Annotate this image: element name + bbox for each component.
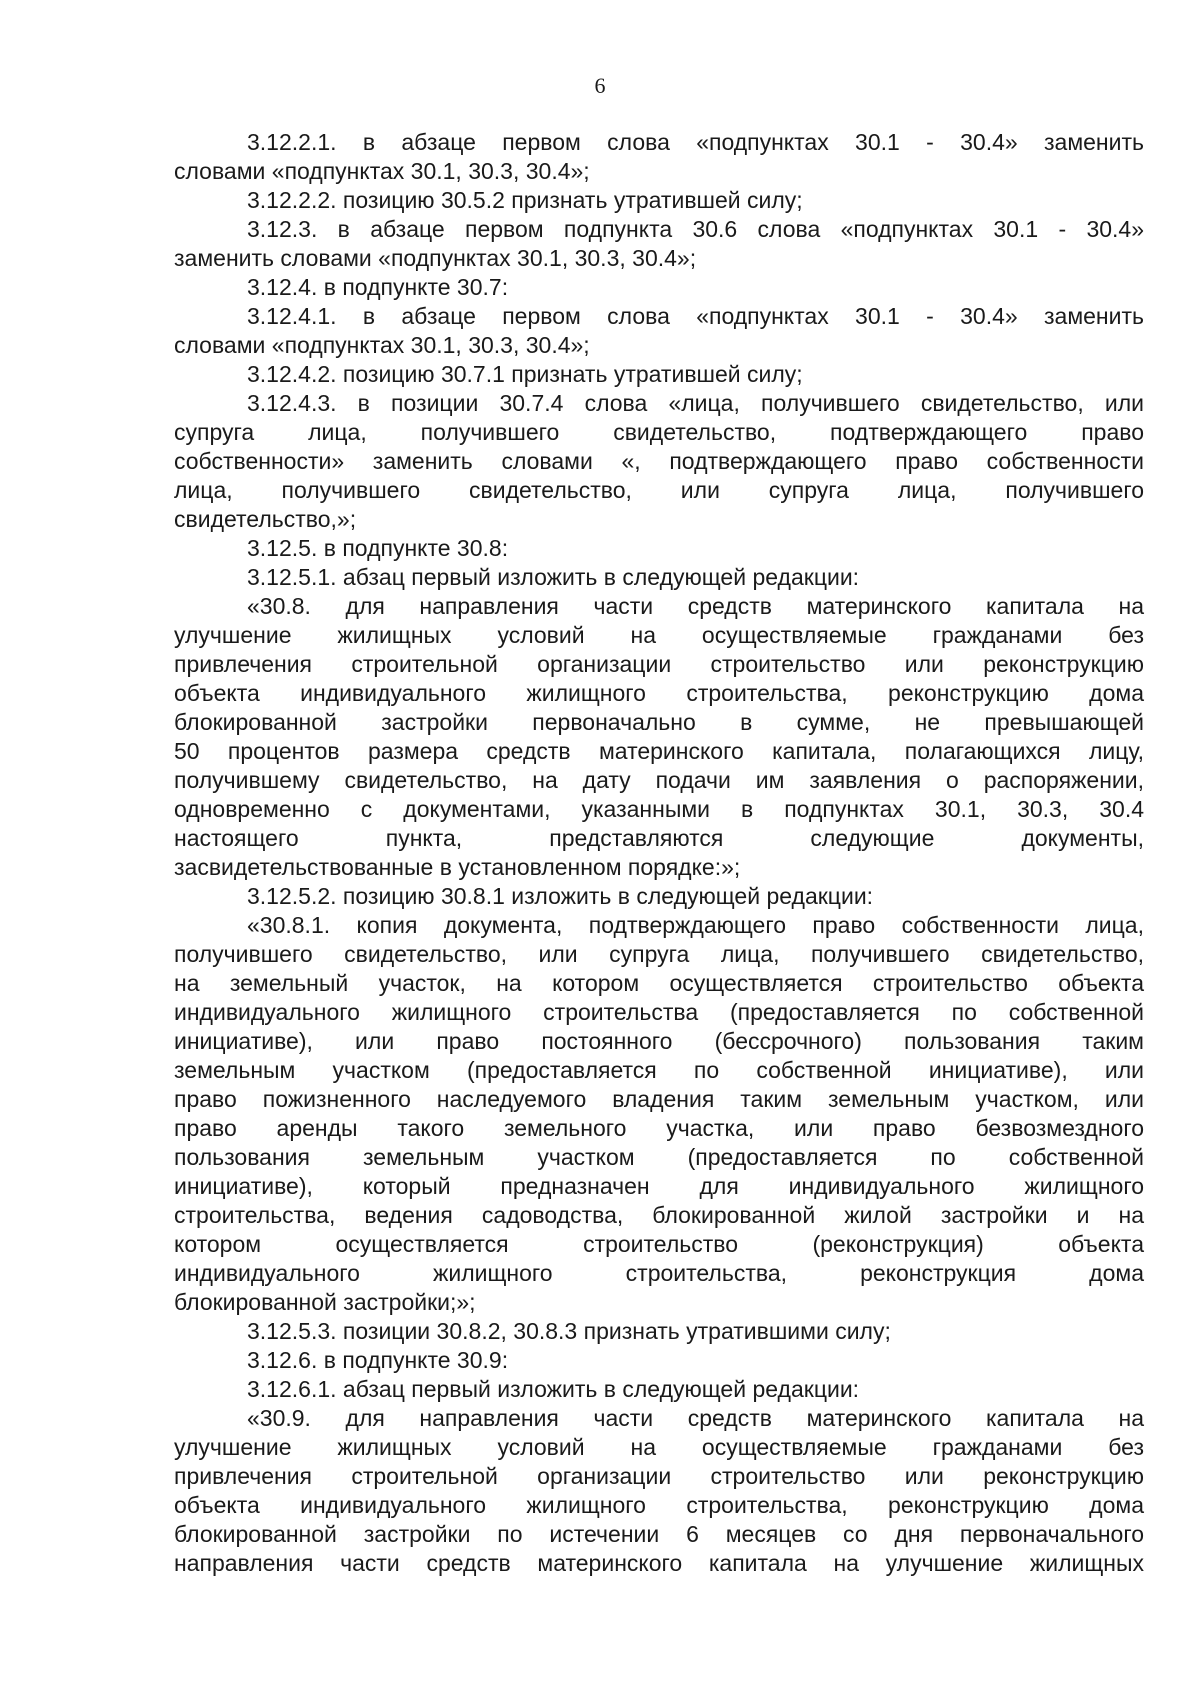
text-line: строительства, ведения садоводства, блокированной жилой застройки и на bbox=[174, 1202, 1144, 1228]
text-line: «30.9. для направления части средств материнского капитала на bbox=[247, 1405, 1144, 1431]
text-line: 3.12.5.3. позиции 30.8.2, 30.8.3 признать утратившими силу; bbox=[247, 1318, 891, 1344]
text-line: засвидетельствованные в установленном порядке:»; bbox=[174, 854, 741, 880]
text-line: 3.12.6. в подпункте 30.9: bbox=[247, 1347, 509, 1373]
text-line: «30.8. для направления части средств материнского капитала на bbox=[247, 593, 1144, 619]
text-line: котором осуществляется строительство (реконструкция) объекта bbox=[174, 1231, 1144, 1257]
text-line: 3.12.4.3. в позиции 30.7.4 слова «лица, получившего свидетельство, или bbox=[247, 390, 1144, 416]
text-line: словами «подпунктах 30.1, 30.3, 30.4»; bbox=[174, 158, 590, 184]
text-line: объекта индивидуального жилищного строительства, реконструкцию дома bbox=[174, 1492, 1144, 1518]
text-line: право аренды такого земельного участка, или право безвозмездного bbox=[174, 1115, 1144, 1141]
text-line: земельным участком (предоставляется по собственной инициативе), или bbox=[174, 1057, 1144, 1083]
text-line: инициативе), или право постоянного (бессрочного) пользования таким bbox=[174, 1028, 1144, 1054]
text-line: объекта индивидуального жилищного строительства, реконструкцию дома bbox=[174, 680, 1144, 706]
text-line: блокированной застройки первоначально в сумме, не превышающей bbox=[174, 709, 1144, 735]
text-line: улучшение жилищных условий на осуществляемые гражданами без bbox=[174, 622, 1144, 648]
text-line: 3.12.4.1. в абзаце первом слова «подпунктах 30.1 - 30.4» заменить bbox=[247, 303, 1144, 329]
text-line: 3.12.5. в подпункте 30.8: bbox=[247, 535, 509, 561]
text-line: получившего свидетельство, или супруга лица, получившего свидетельство, bbox=[174, 941, 1144, 967]
text-line: направления части средств материнского капитала на улучшение жилищных bbox=[174, 1550, 1144, 1576]
text-line: 3.12.4. в подпункте 30.7: bbox=[247, 274, 509, 300]
text-line: заменить словами «подпунктах 30.1, 30.3, 30.4»; bbox=[174, 245, 697, 271]
text-line: собственности» заменить словами «, подтверждающего право собственности bbox=[174, 448, 1144, 474]
text-line: 3.12.3. в абзаце первом подпункта 30.6 слова «подпунктах 30.1 - 30.4» bbox=[247, 216, 1144, 242]
text-line: настоящего пункта, представляются следующие документы, bbox=[174, 825, 1144, 851]
text-line: право пожизненного наследуемого владения таким земельным участком, или bbox=[174, 1086, 1144, 1112]
text-line: на земельный участок, на котором осуществляется строительство объекта bbox=[174, 970, 1144, 996]
text-line: 3.12.2.1. в абзаце первом слова «подпунктах 30.1 - 30.4» заменить bbox=[247, 129, 1144, 155]
text-line: 3.12.4.2. позицию 30.7.1 признать утратившей силу; bbox=[247, 361, 803, 387]
text-line: 3.12.2.2. позицию 30.5.2 признать утратившей силу; bbox=[247, 187, 803, 213]
text-line: 3.12.6.1. абзац первый изложить в следующей редакции: bbox=[247, 1376, 860, 1402]
text-line: инициативе), который предназначен для индивидуального жилищного bbox=[174, 1173, 1144, 1199]
text-line: привлечения строительной организации строительство или реконструкцию bbox=[174, 651, 1144, 677]
page-number: 6 bbox=[594, 73, 606, 98]
text-line: блокированной застройки;»; bbox=[174, 1289, 476, 1315]
text-line: словами «подпунктах 30.1, 30.3, 30.4»; bbox=[174, 332, 590, 358]
text-line: «30.8.1. копия документа, подтверждающего право собственности лица, bbox=[247, 912, 1144, 938]
text-line: свидетельство,»; bbox=[174, 506, 357, 532]
text-line: блокированной застройки по истечении 6 месяцев со дня первоначального bbox=[174, 1521, 1144, 1547]
text-line: лица, получившего свидетельство, или супруга лица, получившего bbox=[174, 477, 1144, 503]
text-line: 3.12.5.2. позицию 30.8.1 изложить в следующей редакции: bbox=[247, 883, 874, 909]
text-line: супруга лица, получившего свидетельство, подтверждающего право bbox=[174, 419, 1144, 445]
text-line: привлечения строительной организации строительство или реконструкцию bbox=[174, 1463, 1144, 1489]
text-line: индивидуального жилищного строительства (предоставляется по собственной bbox=[174, 999, 1144, 1025]
text-line: пользования земельным участком (предоставляется по собственной bbox=[174, 1144, 1144, 1170]
text-line: 3.12.5.1. абзац первый изложить в следующей редакции: bbox=[247, 564, 860, 590]
text-line: улучшение жилищных условий на осуществляемые гражданами без bbox=[174, 1434, 1144, 1460]
text-line: одновременно с документами, указанными в подпунктах 30.1, 30.3, 30.4 bbox=[174, 796, 1144, 822]
text-line: индивидуального жилищного строительства, реконструкция дома bbox=[174, 1260, 1144, 1286]
text-line: 50 процентов размера средств материнского капитала, полагающихся лицу, bbox=[174, 738, 1144, 764]
text-line: получившему свидетельство, на дату подачи им заявления о распоряжении, bbox=[174, 767, 1144, 793]
document-body bbox=[174, 128, 1144, 1578]
